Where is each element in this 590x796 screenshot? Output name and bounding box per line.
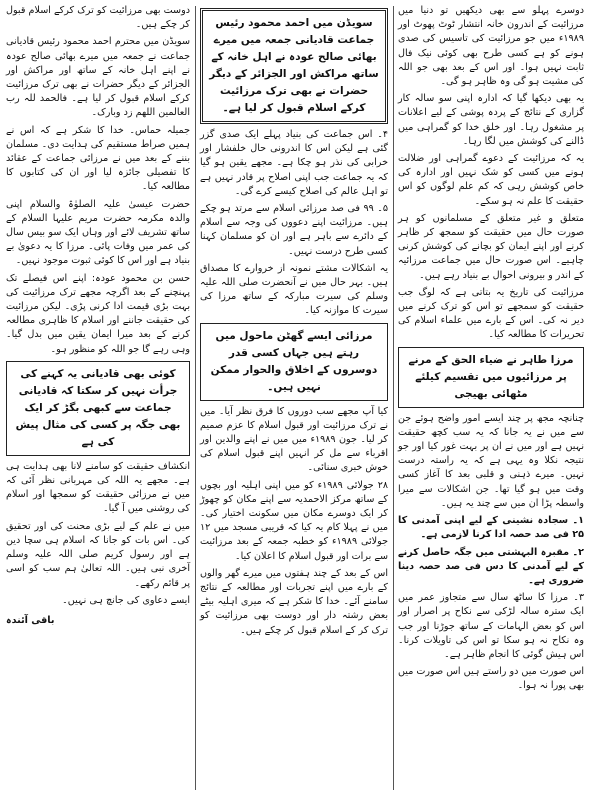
paragraph: یہ اشکالات مشتے نمونہ از خروارے کا مصداق ہیں۔ بہر حال میں نے آنحضرت صلی اللہ علیہ وسلم کی سیرت مبارکہ کے ساتھ مرزا کی سیرت کا موازنہ کیا۔ xyxy=(200,262,388,317)
headline-box: سویڈن میں احمد محمود رئیس جماعت قادیانی جمعہ میں میرے بھائی صالح عودہ نے اہل خانہ کے ساتھ مراکش اور الجزائر کے دیگر حضرات نے بھی ترک مرزائیت کرکے اسلام قبول کر لیا ہے۔ xyxy=(200,8,388,124)
paragraph: متعلق و غیر متعلق کے مسلمانوں کو ہر صورت حال میں حقیقت کو سمجھ کر ظاہر کرنے اور اپنے ایمان کو بچانے کی کوشش کرنی چاہیے۔ اس صورت حال میں جماعت مرزائیہ کے اندر و بیرونی احوال بے بنیاد رہے ہیں۔ xyxy=(398,212,584,281)
highlight-box: مرزائی ایسے گھٹن ماحول میں رہتے ہیں جہاں کسی قدر دوسروں کے اخلاق والحوار ممکن نہیں ہیں۔ xyxy=(200,323,388,401)
paragraph: ۲۸ جولائی ۱۹۸۹ء کو میں اپنی اہلیہ اور بچوں کے ساتھ مرکز الاحمدیہ سے اپنے مکان کو چھوڑ کر ایک دوسرے مکان میں سکونت اختیار کی۔ میں نے پہلا کام یہ کیا کہ قریبی مسجد میں ۱۲ جولائی ۱۹۸۹ء کو خطبہ جمعہ کے بعد مرزائیت سے برات اور قبول اسلام کا اعلان کیا۔ xyxy=(200,479,389,562)
numbered-item: ۱۔ سجادہ نشینی کے لیے اپنی آمدنی کا ۲۵ فی صد حصہ ادا کرنا لازمی ہے۔ xyxy=(398,515,584,541)
column-divider xyxy=(393,6,394,790)
paragraph: جمیلہ حماس۔ خدا کا شکر ہے کہ اس نے ہمیں صراط مستقیم کی ہدایت دی۔ مسلمان بننے کے بعد میں نے مرزائی جماعت کے عقائد کا تفصیلی جائزہ لیا اور ان کی کتابوں کا مطالعہ کیا۔ xyxy=(6,124,190,193)
paragraph: انکشاف حقیقت کو سامنے لانا بھی ہدایت ہی ہے۔ مجھے یہ اللہ کی مہربانی نظر آئی کہ میں نے مرزائی حقیقت کو سمجھا اور اسلام کی روشنی میں آ گیا۔ xyxy=(6,460,190,515)
paragraph: یہ بھی دیکھا گیا کہ ادارہ اپنی سو سالہ کار گزاری کے نتائج کے پردہ پوشی کے لیے اعلانات پر مشغول رہا۔ اور خلق خدا کو گمراہی میں ڈالنے کی کوشش میں لگا رہا۔ xyxy=(398,93,584,147)
numbered-item: ۴۔ اس جماعت کی بنیاد پہلے ایک صدی گزر گئی ہے لیکن اس کا اندرونی حال خلفشار اور خرابی کی نذر ہو چکا ہے۔ مجھے یقین ہو گیا کہ یہ جماعت جب اپنی اصلاح پر قادر نہیں ہے تو اہل عالم کی اصلاح کیسے کرے گی۔ xyxy=(200,129,388,197)
paragraph: اس کے بعد کے چند ہفتوں میں میرے گھر والوں کے بارے میں اپنے تجربات اور مطالعہ کے نتائج سامنے آئے۔ خدا کا شکر ہے کہ میری اہلیہ بیٹے بعض رشتہ دار اور دوست بھی مرزائیت کو ترک کر کے اسلام قبول کر چکے ہیں۔ xyxy=(200,567,388,636)
numbered-item: ۲۔ مقبرہ البہشتی میں جگہ حاصل کرنے کے لیے آمدنی کا دس فی صد حصہ دینا ضروری ہے۔ xyxy=(398,546,584,586)
paragraph: حضرت عیسیٰ علیہ الصلوٰۃ والسلام اپنی والدہ مکرمہ حضرت مریم علیہا السلام کے ساتھ تشریف لائے اور وہاں ایک سو بیس سال کی عمر میں وفات پائی۔ مرزا کا یہ دعویٰ بے بنیاد ہے اور اس کا کوئی ثبوت موجود نہیں۔ xyxy=(6,198,190,267)
paragraph: مرزائیت کی تاریخ یہ بتاتی ہے کہ لوگ جب حقیقت کو سمجھے تو اس کو ترک کرنے میں دیر نہ کی۔ اس کے بارے میں علماء اسلام کی تحریرات کا مطالعہ کیا۔ xyxy=(398,286,584,341)
column-divider xyxy=(195,6,196,790)
paragraph: یہ کہ مرزائیت کے دعوے گمراہی اور ضلالت ہونے میں کسی کو شک نہیں اور ادارہ کی خاص کوشش رہی کہ کم علم لوگوں کو اس حقیقت کا علم نہ ہو سکے۔ xyxy=(398,153,584,207)
continued-label: باقی آئندہ xyxy=(6,614,55,626)
highlight-box: کوئی بھی قادیانی یہ کہنے کی جرأت نہیں کر سکتا کہ قادیانی جماعت سے کبھی بگڑ کر ایک بھی جگہ پر کسی کی مثال پیش کی ہے xyxy=(6,361,190,456)
paragraph: اس صورت میں دو راستے ہیں اس صورت میں بھی پورا نہ ہوا۔ xyxy=(398,666,584,692)
paragraph: میں نے علم کے لیے بڑی محنت کی اور تحقیق کی۔ اس بات کو جانا کہ اسلام ہی سچا دین ہے اور رسول کریم صلی اللہ علیہ وسلم آخری نبی ہیں۔ اللہ تعالیٰ ہم سب کو اسی پر قائم رکھے۔ xyxy=(6,520,190,589)
paragraph: ایسے دعاوی کی جانچ ہی نہیں۔ xyxy=(62,594,190,606)
column-middle xyxy=(200,4,388,641)
highlight-box: مرزا طاہر نے ضیاء الحق کے مرنے پر مرزائیوں میں تقسیم کیلئے مٹھائی بھیجی xyxy=(398,347,584,408)
paragraph: چنانچہ مجھ پر چند ایسے امور واضح ہوئے جن سے میں نے یہ جانا کہ یہ سب کچھ حقیقت نہیں ہے اور میں نے ان پر بہت غور کیا اور جو نتیجہ نکلا وہ یہی ہے کہ یہ راستہ درست نہیں۔ میرے ذہنی و قلبی بعد کا آغاز کسی وقت میں ہو گیا تھا۔ جن اشکالات سے میرا واسطہ پڑا ان میں سے چند یہ ہیں۔ xyxy=(398,412,584,509)
numbered-item: ۵۔ ۹۹ فی صد مرزائی اسلام سے مرتد ہو چکے ہیں۔ مرزائیت اپنے دعووں کی وجہ سے اسلام کے دائرے سے باہر ہے اور ان کو مسلمان کہنا کسی طرح درست نہیں۔ xyxy=(200,203,389,257)
paragraph: حسن بن محمود عودہ: اپنے اس فیصلے تک پہنچنے کے بعد اگرچہ مجھے ترک مرزائیت کی بہت بڑی قیمت ادا کرنی پڑی۔ لیکن مرزائیت کی حقیقت جاننے اور اسلام کا ظاہری مطالعہ کرنے کے بعد میرا ایمان یقین میں بدل گیا۔ وہی رہے گا جو اللہ کو منظور ہو۔ xyxy=(6,272,190,355)
paragraph: دوسرے پہلو سے بھی دیکھیں تو دنیا میں مرزائیت کے اندرون خانہ انتشار ٹوٹ پھوٹ اور ۱۹۸۹ء میں جو مرزائیت کی تاسیس کی صدی ہونے کو ہے کسی طرح بھی کوئی نیک فال ثابت نہیں ہوا۔ اور اس کے بعد بھی جو اللہ کی مشیت ہو گی وہ ظاہر ہو گی۔ xyxy=(398,5,584,88)
paragraph: سویڈن میں محترم احمد محمود رئیس قادیانی جماعت نے جمعہ میں میرے بھائی صالح عودہ نے اپنے اہل خانہ کے ساتھ اور مراکش اور الجزائر کے دیگر حضرات نے بھی ترک مرزائیت کرکے اسلام قبول کر لیا ہے۔ فالحمد للہ رب العالمین اللھم زد وبارک۔ xyxy=(6,36,190,119)
paragraph: دوست بھی مرزائیت کو ترک کرکے اسلام قبول کر چکے ہیں۔ xyxy=(6,5,190,31)
numbered-item: ۳۔ مرزا کا ساٹھ سال سے متجاوز عمر میں ایک سترہ سالہ لڑکی سے نکاح پر اصرار اور اس کو بعض الہامات کے ساتھ جوڑنا اور جب وہ نکاح نہ ہو سکا تو اس کی تاویلات کرنا۔ اس ہیش گوئی کا انجام ظاہر ہے۔ xyxy=(398,592,584,660)
column-left xyxy=(6,4,190,628)
column-right xyxy=(398,4,584,697)
paragraph: کیا آپ مجھے سب دوروں کا فرق نظر آیا۔ میں نے ترک مرزائیت اور قبول اسلام کا عزم صمیم کر لیا۔ جون ۱۹۸۹ء میں میں نے اپنے والدین اور اقرباء سے مل کر انہیں اپنے قبول اسلام کی خوش خبری سنائی۔ xyxy=(200,405,388,474)
